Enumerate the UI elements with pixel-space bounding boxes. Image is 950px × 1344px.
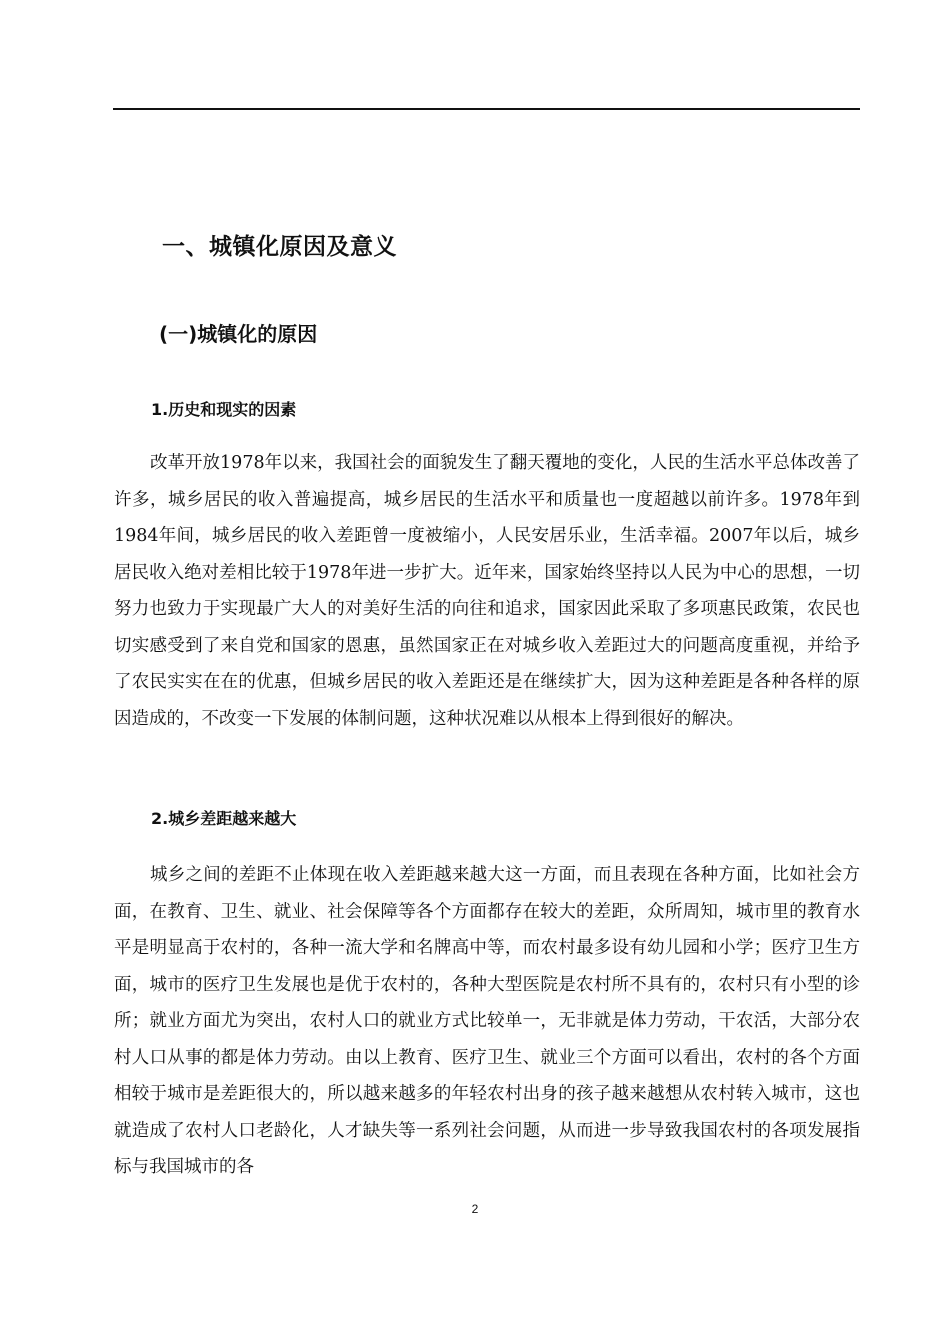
subsection-heading-2: 2.城乡差距越来越大 bbox=[151, 809, 297, 828]
body-paragraph-1: 改革开放1978年以来，我国社会的面貌发生了翻天覆地的变化，人民的生活水平总体改善了许多，城乡居民的收入普遍提高，城乡居民的生活水平和质量也一度超越以前许多。1978年到1984年间，城乡居民的收入差距曾一度被缩小，人民安居乐业，生活幸福。2007年以后，城乡居民收入绝对差相比较于1978年进一步扩大。近年来，国家始终坚持以人民为中心的思想，一切努力也致力于实现最广大人的对美好生活的向往和追求，国家因此采取了多项惠民政策，农民也切实感受到了来自党和国家的恩惠，虽然国家正在对城乡收入差距过大的问题高度重视，并给予了农民实实在在的优惠，但城乡居民的收入差距还是在继续扩大，因为这种差距是各种各样的原因造成的，不改变一下发展的体制问题，这种状况难以从根本上得到很好的解决。 bbox=[114, 453, 860, 729]
header-rule bbox=[113, 108, 860, 110]
page-number: 2 bbox=[471, 1202, 479, 1216]
body-paragraph-2: 城乡之间的差距不止体现在收入差距越来越大这一方面，而且表现在各种方面，比如社会方面，在教育、卫生、就业、社会保障等各个方面都存在较大的差距，众所周知，城市里的教育水平是明显高于农村的，各种一流大学和名牌高中等，而农村最多设有幼儿园和小学；医疗卫生方面，城市的医疗卫生发展也是优于农村的，各种大型医院是农村所不具有的，农村只有小型的诊所；就业方面尤为突出，农村人口的就业方式比较单一，无非就是体力劳动，干农活，大部分农村人口从事的都是体力劳动。由以上教育、医疗卫生、就业三个方面可以看出，农村的各个方面相较于城市是差距很大的，所以越来越多的年轻农村出身的孩子越来越想从农村转入城市，这也就造成了农村人口老龄化，人才缺失等一系列社会问题，从而进一步导致我国农村的各项发展指标与我国城市的各 bbox=[114, 865, 860, 1177]
section-heading: (一)城镇化的原因 bbox=[159, 322, 318, 346]
chapter-heading: 一、城镇化原因及意义 bbox=[162, 234, 397, 260]
subsection-heading-1: 1.历史和现实的因素 bbox=[151, 400, 297, 419]
